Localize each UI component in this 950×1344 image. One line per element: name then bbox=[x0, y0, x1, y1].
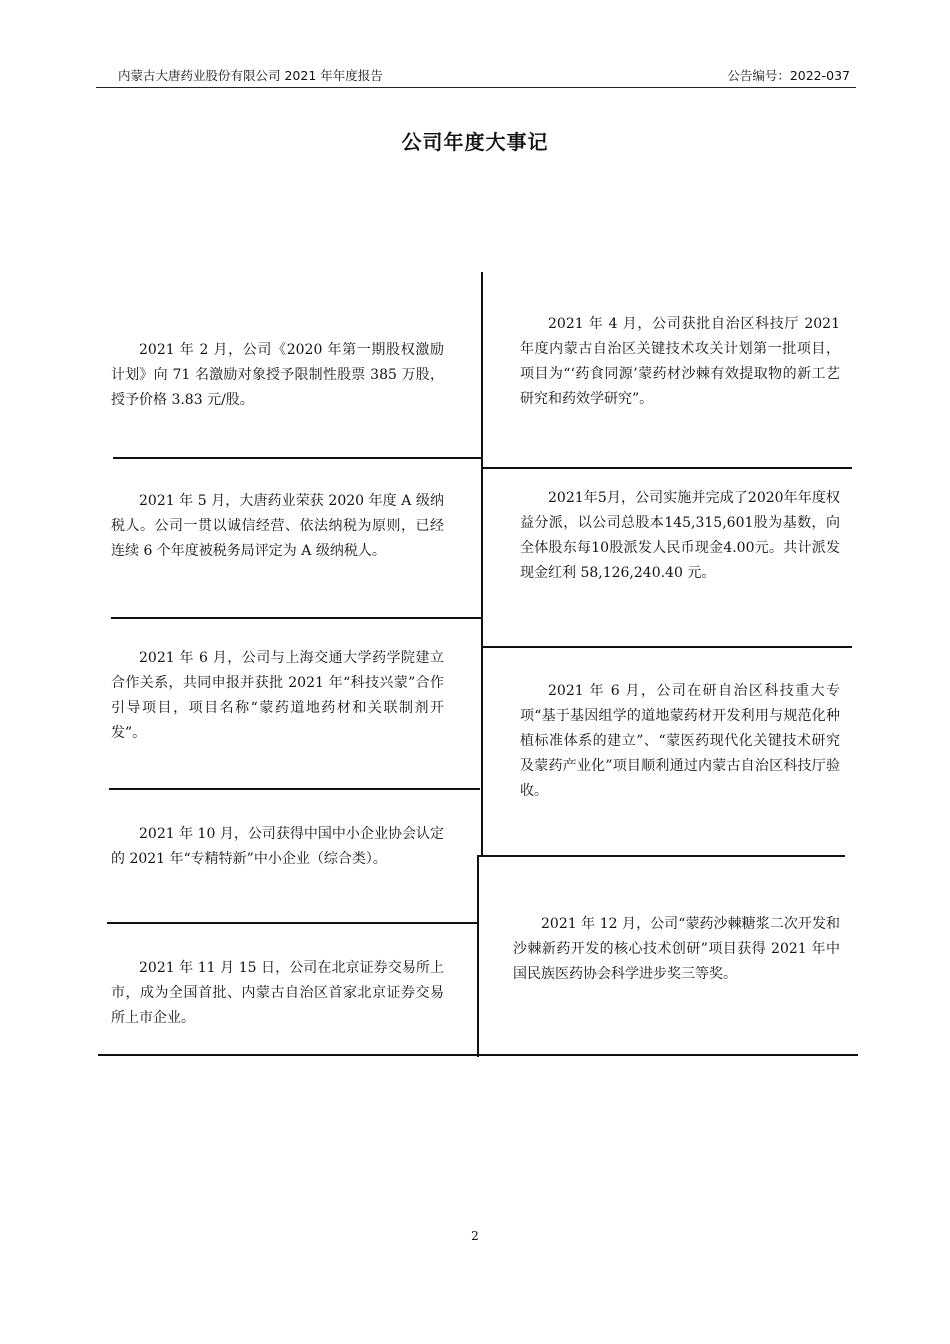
timeline-vertical-line-lower bbox=[477, 856, 479, 1057]
header-divider bbox=[96, 87, 856, 88]
left-divider-3 bbox=[109, 788, 480, 790]
event-2021-12-science-progress-award: 2021 年 12 月，公司“蒙药沙棘糖浆二次开发和沙棘新药开发的核心技术创研”项目获得 2021 年中国民族医药协会科学进步奖三等奖。 bbox=[513, 916, 840, 982]
bottom-baseline bbox=[98, 1054, 858, 1056]
left-divider-1 bbox=[113, 457, 482, 459]
page-number: 2 bbox=[471, 1229, 479, 1243]
left-divider-2 bbox=[111, 617, 482, 619]
event-2021-11-bse-listing: 2021 年 11 月 15 日，公司在北京证券交易所上市，成为全国首批、内蒙古自治区首家北京证券交易所上市企业。 bbox=[111, 960, 444, 1026]
timeline-vertical-line-upper bbox=[481, 272, 483, 856]
header-announcement-number: 公告编号：2022-037 bbox=[727, 68, 850, 83]
right-divider-1 bbox=[482, 467, 852, 469]
event-2021-05-a-level-taxpayer: 2021 年 5 月，大唐药业荣获 2020 年度 A 级纳税人。公司一贯以诚信经营、依法纳税为原则，已经连续 6 个年度被税务局评定为 A 级纳税人。 bbox=[111, 493, 444, 559]
header-company-report: 内蒙古大唐药业股份有限公司 2021 年年度报告 bbox=[118, 68, 383, 83]
page-header bbox=[96, 66, 854, 86]
event-2021-06-sjtu-cooperation: 2021 年 6 月，公司与上海交通大学药学院建立合作关系，共同申报并获批 2021 年“科技兴蒙”合作引导项目，项目名称“蒙药道地药材和关联制剂开发”。 bbox=[111, 650, 444, 741]
left-divider-4 bbox=[107, 922, 478, 924]
page-title: 公司年度大事记 bbox=[401, 130, 549, 154]
event-2021-10-specialized-sme: 2021 年 10 月，公司获得中国中小企业协会认定的 2021 年“专精特新”中小企业（综合类）。 bbox=[111, 826, 444, 867]
right-divider-2 bbox=[482, 646, 852, 648]
event-2021-04-key-technology-project: 2021 年 4 月，公司获批自治区科技厅 2021 年度内蒙古自治区关键技术攻关计划第一批项目，项目为“‘药食同源’蒙药材沙棘有效提取物的新工艺研究和药效学研究”。 bbox=[520, 316, 840, 407]
right-divider-3 bbox=[477, 855, 845, 857]
event-2021-06-major-project-acceptance: 2021 年 6 月，公司在研自治区科技重大专项“基于基因组学的道地蒙药材开发利用与规范化种植标准体系的建立”、“蒙医药现代化关键技术研究及蒙药产业化”项目顺利通过内蒙古自治区科技厅验收。 bbox=[520, 683, 840, 799]
event-2021-02-equity-incentive: 2021 年 2 月，公司《2020 年第一期股权激励计划》向 71 名激励对象授予限制性股票 385 万股，授予价格 3.83 元/股。 bbox=[111, 342, 444, 408]
event-2021-05-dividend-distribution: 2021年5月，公司实施并完成了2020年年度权益分派，以公司总股本145,315,601股为基数，向全体股东每10股派发人民币现金4.00元。共计派发现金红利 58,126,240.40 元。 bbox=[520, 490, 840, 581]
